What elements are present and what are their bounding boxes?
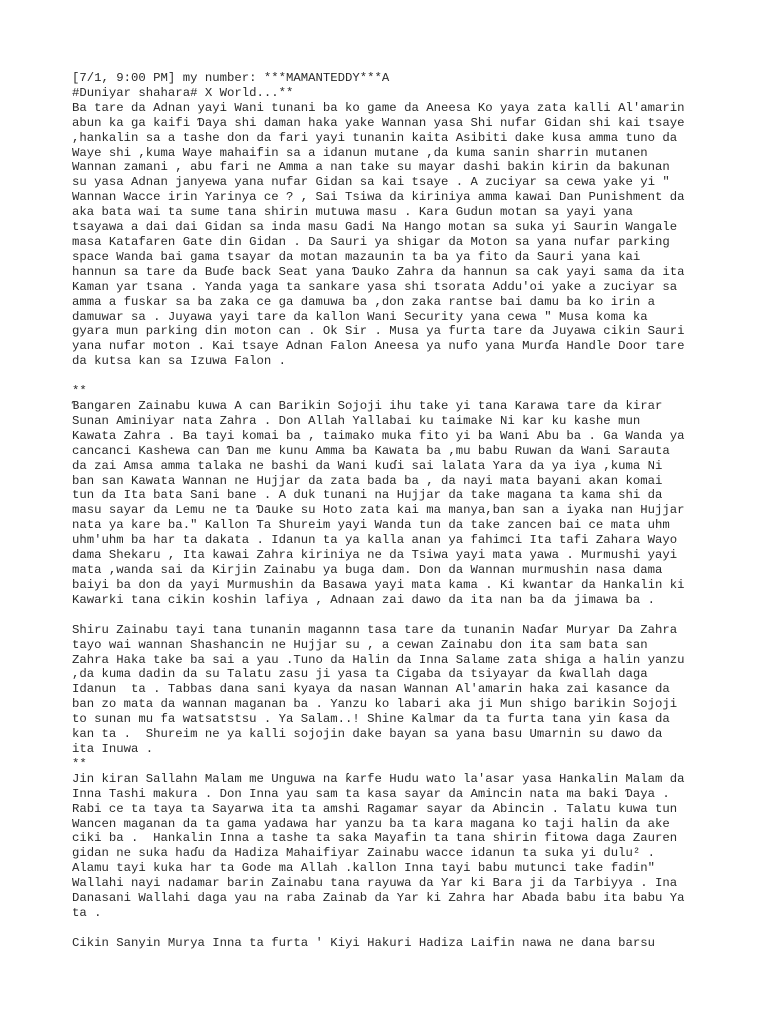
- paragraph-gap: [72, 608, 712, 623]
- story-paragraph-4: Jin kiran Sallahn Malam me Unguwa na ƙarfe Hudu wato la'asar yasa Hankalin Malam da Inna Tashi makura . Don Inna yau sam ta kasa sayar da Amincin nata ma baki Ɗaya . Rabi ce ta taya ta Sayarwa ita ta amshi Ragamar sayar da Abincin . Talatu kuwa tun Wancen maganan da ta gama yadawa har yanzu ba ta kara magana ko taji halin da ake ciki ba . Hankalin Inna a tashe ta saka Mayafin ta tana shirin fitowa daga Zauren gidan ne suka haɗu da Hadiza Mahaifiyar Zainabu wacce idanun ta suka yi dulu² . Alamu tayi kuka har ta Gode ma Allah .kallon Inna tayi babu mutunci take fadin" Wallahi nayi nadamar barin Zainabu tana rayuwa da Yar ki Bara ji da Tarbiyya . Ina Danasani Wallahi daga yau na raba Zainab da Yar ki Zahra har Abada babu ita babu Ya ta .: [72, 771, 685, 920]
- chat-timestamp-line: [7/1, 9:00 PM] my number: ***MAMANTEDDY***A: [72, 71, 390, 85]
- paragraph-gap: [72, 921, 712, 936]
- story-paragraph-3: Shiru Zainabu tayi tana tunanin magannn tasa tare da tunanin Naɗar Muryar Da Zahra tayo wai wannan Shashancin ne Hujjar su , a cewan Zainabu don ita sam bata san Zahra Haka take ba sai a yau .Tuno da Halin da Inna Salame zata shiga a halin yanzu ,da kuma dadin da su Talatu zasu ji yasa ta Cigaba da tsiyayar da ƙwallah daga Idanun ta . Tabbas dana sani kyaya da nasan Wannan Al'amarin haka zai kasance da ban zo mata da wannan maganan ba . Yanzu ko labari aka ji Mun shigo barikin Sojoji to sunan mu fa watsatstsu . Ya Salam..! Shine Kalmar da ta furta tana yin ƙasa da kan ta . Shureim ne ya kalli sojojin dake bayan sa yana basu Umarnin su dawo da ita Inuwa .: [72, 622, 685, 756]
- story-paragraph-5: Cikin Sanyin Murya Inna ta furta ' Kiyi Hakuri Hadiza Laifin nawa ne dana barsu: [72, 935, 655, 950]
- paragraph-gap: [72, 369, 712, 384]
- story-title-line: #Duniyar shahara# X World...**: [72, 85, 294, 100]
- section-separator: **: [72, 384, 87, 399]
- story-paragraph-2: Ɓangaren Zainabu kuwa A can Barikin Sojoji ihu take yi tana Karawa tare da kirar Sunan Aminiyar nata Zahra . Don Allah Yallabai ku taimake Ni kar ku kashe mun Kawata Zahra . Ba tayi komai ba , taimako muka fito yi ba Wani Abu ba . Ga Wanda ya cancanci Kashewa can Ɗan me kunu Amma ba Kawata ba ,mu babu Ruwan da Wani Sarauta da zai Amsa amma talaka ne bashi da Wani kuɗi sai lalata Yara da ya iya ,kuma Ni ban san Kawata Wannan ne Hujjar da zata bada ba , da nayi mata bayani akan komai tun da Ita bata Sani bane . A duk tunani na Hujjar da take magana ta kama shi da masu sayar da Lemu ne ta Ɗauke su Hoto zata kai ma manya,ban san a iyaka nan Hujjar nata ya kare ba." Kallon Ta Shureim yayi Wanda tun da take zancen bai ce mata uhm uhm'uhm ba har ta dakata . Idanun ta ya kalla anan ya fahimci Ita tafi Zahara Wayo dama Shekaru , Ita kawai Zahra kiriniya ne da Tsiwa yayi mata yawa . Murmushi yayi mata ,wanda sai da Kirjin Zainabu ya buga dam. Don da Wannan murmushin nasa dama baiyi ba don da yayi Murmushin da Basawa yayi mata kama . Ki kwantar da Hankalin ki Kawarki tana cikin koshin lafiya , Adnaan zai dawo da ita nan ba da jimawa ba .: [72, 399, 685, 607]
- section-separator: **: [72, 756, 87, 771]
- document-page: [72, 71, 712, 951]
- story-paragraph-1: Ba tare da Adnan yayi Wani tunani ba ko game da Aneesa Ko yaya zata kalli Al'amarin abun ka ga kaifi Ɗaya shi daman haka yake Wannan yasa Shi nufar Gidan shi kai tsaye ,hankalin sa a tashe don da fari yayi tunanin kaita Asibiti dake kusa amma tuno da Waye shi ,kuma Waye mahaifin sa a idanun mutane ,da kuma sanin sharrin mutanen Wannan zamani , abu fari ne Amma a nan take su mayar dashi bakin kirin da bakunan su yasa Adnan janyewa yana nufar Gidan sa kai tsaye . A zuciyar sa cewa yake yi " Wannan Wacce irin Yarinya ce ? , Sai Tsiwa da kiriniya amma kawai Dan Punishment da aka bata wai ta sume tana shirin mutuwa masu . Kara Gudun motan sa yayi yana tsayawa a dai dai Gidan sa inda masu Gadi Na Hango motan sa suka yi Saurin Wangale masa Katafaren Gate din Gidan . Da Sauri ya shigar da Moton sa yana nufar parking space Wanda bai gama tsayar da motan mazaunin ta ba ya fito da Sauri yana kai hannun sa tare da Buɗe back Seat yana Ɗauko Zahra da hannun sa cak yayi sama da ita Kaman yar tsana . Yanda yaga ta sankare yasa shi tsorata Addu'oi yake a zuciyar sa amma a fuskar sa ba zaka ce ga damuwa ba ,don zaka rantse bai damu ba ko irin a damuwar sa . Juyawa yayi tare da kallon Wani Security yana cewa " Musa koma ka gyara mun parking din moton can . Ok Sir . Musa ya furta tare da Juyawa cikin Sauri yana nufar moton . Kai tsaye Adnan Falon Aneesa ya nufo yana Murɗa Handle Door tare da kutsa kan sa Izuwa Falon .: [72, 100, 685, 369]
